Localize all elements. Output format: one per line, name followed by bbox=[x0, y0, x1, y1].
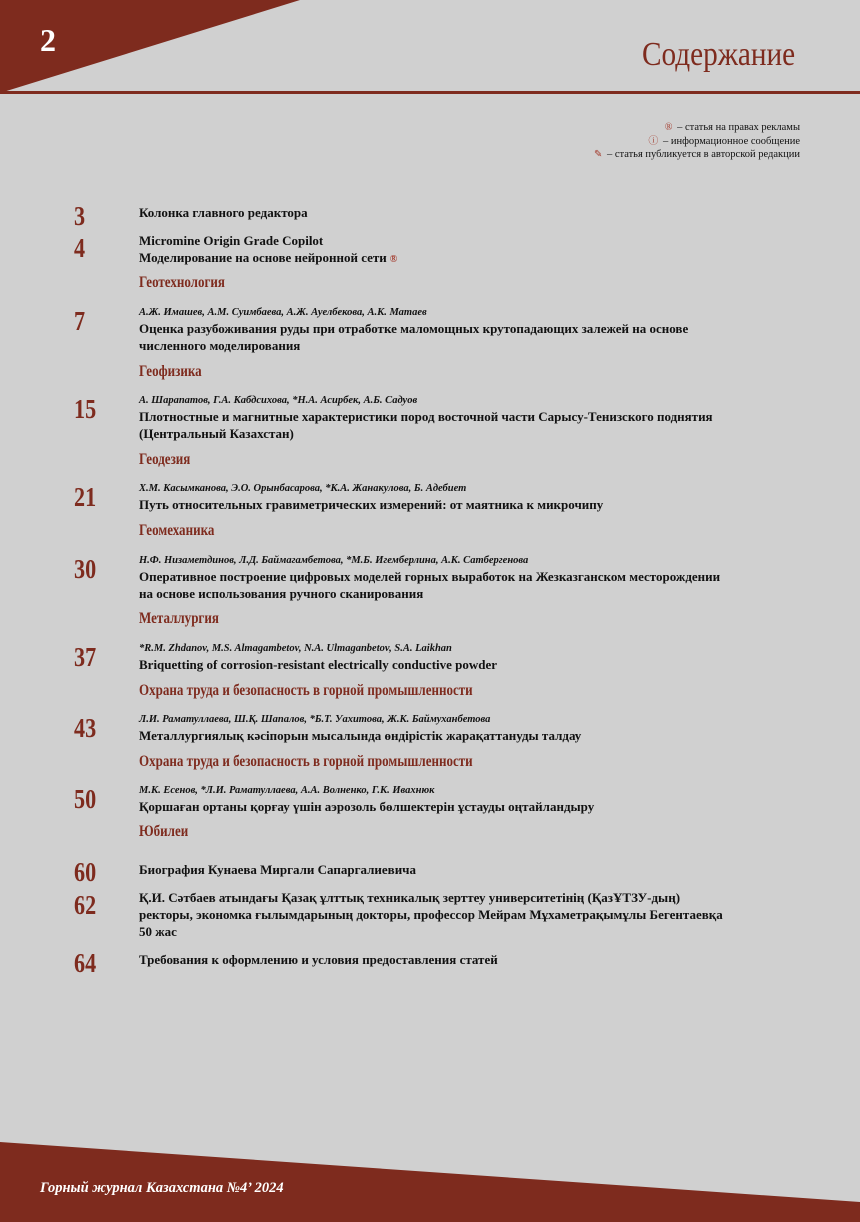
entry-title: численного моделирования bbox=[139, 338, 301, 353]
entry-title: Қоршаған ортаны қорғау үшін аэрозоль бөлшектерін ұстауды оңтайландыру bbox=[139, 799, 595, 814]
entry-page-number: 60 bbox=[74, 857, 97, 887]
entry-title: Металлургиялық кәсіпорын мысалында өндірістік жарақаттануды талдау bbox=[139, 728, 582, 743]
entry-title: Қ.И. Сәтбаев атындағы Қазақ ұлттық техникалық зерттеу университетінің (ҚазҰТЗУ-дың) bbox=[139, 890, 681, 905]
entry-page-number: 21 bbox=[74, 482, 97, 512]
entry-page-number: 62 bbox=[74, 890, 97, 920]
entry-title: Колонка главного редактора bbox=[139, 205, 308, 220]
entry-authors: Н.Ф. Низаметдинов, Л.Д. Баймагамбетова, *М.Б. Игемберлина, А.К. Сатбергенова bbox=[139, 555, 529, 566]
page-title: Содержание bbox=[641, 36, 795, 73]
entry-title: 50 жас bbox=[139, 924, 177, 939]
entry-page-number: 4 bbox=[74, 233, 86, 263]
entry-title: (Центральный Казахстан) bbox=[139, 426, 294, 441]
entry-title: Плотностные и магнитные характеристики пород восточной части Сарысу-Тенизского поднятия bbox=[139, 409, 713, 424]
legend-text: – информационное сообщение bbox=[660, 135, 800, 147]
entry-authors: Л.И. Раматуллаева, Ш.Қ. Шапалов, *Б.Т. Уахитова, Ж.К. Баймуханбетова bbox=[139, 714, 491, 725]
footer-journal-title: Горный журнал Казахстана №4’ 2024 bbox=[40, 1180, 284, 1196]
entry-authors: М.К. Есенов, *Л.И. Раматуллаева, А.А. Волненко, Г.К. Ивахнюк bbox=[139, 785, 435, 796]
header-divider bbox=[0, 91, 860, 94]
entry-title: Биография Кунаева Миргали Сапаргалиевича bbox=[139, 862, 417, 877]
section-heading: Геотехнология bbox=[139, 274, 225, 291]
entry-title: Требования к оформлению и условия предоставления статей bbox=[139, 952, 498, 967]
legend-text: – статья публикуется в авторской редакции bbox=[604, 149, 800, 160]
registered-icon: ® bbox=[389, 254, 398, 265]
entry-authors: *R.M. Zhdanov, M.S. Almagambetov, N.A. Ulmaganbetov, S.A. Laikhan bbox=[139, 643, 452, 654]
entry-title: Оперативное построение цифровых моделей горных выработок на Жезказганском месторождении bbox=[139, 569, 721, 584]
entry-page-number: 43 bbox=[74, 713, 97, 743]
section-heading: Охрана труда и безопасность в горной промышленности bbox=[139, 682, 473, 699]
section-heading: Геофизика bbox=[139, 363, 202, 380]
registered-icon: ® bbox=[664, 122, 673, 133]
entry-page-number: 64 bbox=[74, 948, 97, 978]
section-heading: Металлургия bbox=[139, 610, 219, 627]
entry-page-number: 3 bbox=[74, 201, 86, 231]
entry-page-number: 7 bbox=[74, 306, 86, 336]
section-heading: Юбилеи bbox=[139, 823, 189, 840]
legend-text: – статья на правах рекламы bbox=[674, 122, 800, 133]
entry-title: Micromine Origin Grade Copilot bbox=[139, 233, 324, 248]
section-heading: Геодезия bbox=[139, 451, 191, 468]
entry-page-number: 15 bbox=[74, 394, 97, 424]
info-icon: ⓘ bbox=[648, 135, 659, 147]
legend bbox=[594, 121, 800, 162]
legend-item-info bbox=[594, 135, 800, 149]
entry-title-text: Моделирование на основе нейронной сети bbox=[139, 250, 387, 265]
entry-page-number: 30 bbox=[74, 554, 97, 584]
entry-title: ректоры, экономка ғылымдарының докторы, профессор Мейрам Мұхаметрақымұлы Бегентаевқа bbox=[139, 907, 723, 922]
entry-title: на основе использования ручного сканирования bbox=[139, 586, 424, 601]
legend-item-advert bbox=[594, 121, 800, 135]
entry-title-line bbox=[139, 249, 799, 268]
entry-title: Оценка разубоживания руды при отработке маломощных крутопадающих залежей на основе bbox=[139, 321, 689, 336]
entry-page-number: 50 bbox=[74, 784, 97, 814]
entry-title: Briquetting of corrosion-resistant electrically conductive powder bbox=[139, 657, 498, 672]
legend-item-author-edition bbox=[594, 148, 800, 162]
section-heading: Геомеханика bbox=[139, 522, 215, 539]
section-heading: Охрана труда и безопасность в горной промышленности bbox=[139, 753, 473, 770]
entry-title: Путь относительных гравиметрических измерений: от маятника к микрочипу bbox=[139, 497, 604, 512]
page-number: 2 bbox=[40, 22, 56, 58]
entry-authors: А.Ж. Имашев, А.М. Суимбаева, А.Ж. Ауелбекова, А.К. Матаев bbox=[139, 307, 427, 318]
entry-authors: А. Шарапатов, Г.А. Кабдсихова, *Н.А. Асирбек, А.Б. Садуов bbox=[139, 395, 418, 406]
entry-authors: Х.М. Касымканова, Э.О. Орынбасарова, *К.А. Жанакулова, Б. Адебиет bbox=[139, 483, 467, 494]
entry-page-number: 37 bbox=[74, 642, 97, 672]
pencil-icon: ✎ bbox=[593, 149, 603, 160]
